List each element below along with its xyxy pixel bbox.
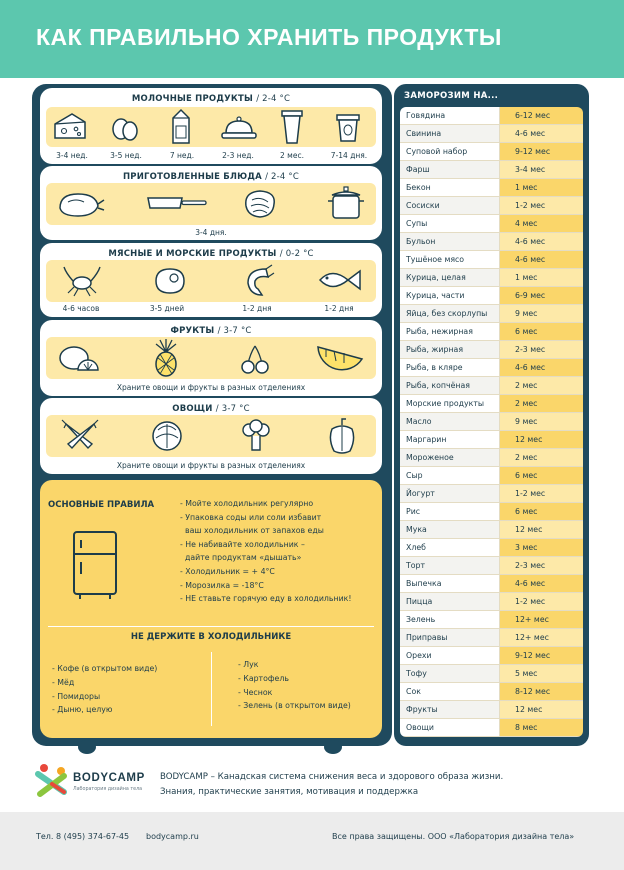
crayfish-icon <box>60 263 104 299</box>
rule-item: дайте продуктам «дышать» <box>185 553 302 563</box>
meat-caption: 1-2 дня <box>324 304 354 313</box>
freezer-row <box>400 179 583 197</box>
section-dairy <box>40 88 382 164</box>
freezer-product: Масло <box>400 413 500 430</box>
no-keep-item: - Зелень (в открытом виде) <box>238 701 351 711</box>
freezer-row <box>400 485 583 503</box>
freezer-row <box>400 503 583 521</box>
freezer-product: Торт <box>400 557 500 574</box>
freezer-duration: 4-6 мес <box>500 125 583 142</box>
freezer-product: Рыба, нежирная <box>400 323 500 340</box>
curd-cup-icon <box>333 111 363 145</box>
section-cooked <box>40 166 382 240</box>
freezer-duration: 6 мес <box>500 503 583 520</box>
freezer-product: Бекон <box>400 179 500 196</box>
no-keep-item: - Мёд <box>52 677 75 687</box>
freezer-duration: 1 мес <box>500 269 583 286</box>
freezer-product: Пицца <box>400 593 500 610</box>
rules-title: ОСНОВНЫЕ ПРАВИЛА <box>48 500 155 510</box>
brand-subtitle: Лаборатория дизайна тела <box>73 787 143 792</box>
section-vegetables <box>40 398 382 474</box>
dairy-caption: 3-4 нед. <box>56 151 88 160</box>
carrots-icon <box>60 418 100 454</box>
freezer-product: Маргарин <box>400 431 500 448</box>
pineapple-icon <box>150 338 182 378</box>
no-keep-item: - Дыню, целую <box>52 705 113 715</box>
freezer-row <box>400 161 583 179</box>
freezer-duration: 8-12 мес <box>500 683 583 700</box>
dairy-caption: 7 нед. <box>169 151 195 160</box>
freezer-row <box>400 233 583 251</box>
fridge-icon <box>70 530 120 602</box>
freezer-table <box>400 107 583 737</box>
freezer-product: Мука <box>400 521 500 538</box>
brand-name: BODYCAMP <box>73 772 145 784</box>
meat-caption: 1-2 дня <box>242 304 272 313</box>
section-dairy-icon-band <box>46 107 376 147</box>
freezer-row <box>400 593 583 611</box>
no-keep-item: - Картофель <box>238 673 289 683</box>
pepper-icon <box>326 417 358 455</box>
footer <box>0 812 624 870</box>
dairy-caption: 7-14 дня. <box>330 151 368 160</box>
freezer-product: Говядина <box>400 107 500 124</box>
lemon-icon <box>56 340 100 376</box>
rule-item: - Не набивайте холодильник – <box>180 539 305 549</box>
freezer-title: ЗАМОРОЗИМ НА... <box>404 91 499 101</box>
freezer-duration: 1-2 мес <box>500 593 583 610</box>
freezer-row <box>400 197 583 215</box>
freezer-product: Овощи <box>400 719 500 736</box>
fridge-leg-left <box>78 740 96 754</box>
freezer-duration: 1-2 мес <box>500 485 583 502</box>
freezer-product: Суповой набор <box>400 143 500 160</box>
dairy-caption: 2-3 нед. <box>222 151 254 160</box>
cherries-icon <box>238 342 272 376</box>
freezer-duration: 9-12 мес <box>500 647 583 664</box>
meat-caption: 3-5 дней <box>149 304 185 313</box>
footer-copyright: Все права защищены. ООО «Лаборатория дизайна тела» <box>332 832 575 841</box>
freezer-row <box>400 611 583 629</box>
roast-chicken-icon <box>54 186 106 222</box>
footer-site-link[interactable]: bodycamp.ru <box>146 832 199 841</box>
no-keep-right-list <box>238 658 351 713</box>
freezer-duration: 2 мес <box>500 449 583 466</box>
freezer-product: Сыр <box>400 467 500 484</box>
freezer-duration: 2-3 мес <box>500 341 583 358</box>
page-title: КАК ПРАВИЛЬНО ХРАНИТЬ ПРОДУКТЫ <box>36 24 502 50</box>
freezer-row <box>400 629 583 647</box>
section-fruit <box>40 320 382 396</box>
no-keep-left-list <box>52 662 157 717</box>
eggs-icon <box>110 114 140 142</box>
dairy-caption: 3-5 нед. <box>110 151 142 160</box>
freezer-duration: 2 мес <box>500 395 583 412</box>
freezer-duration: 2 мес <box>500 377 583 394</box>
rule-item: - Холодильник = + 4°C <box>180 566 275 576</box>
milk-carton-icon <box>168 108 194 146</box>
freezer-duration: 12 мес <box>500 431 583 448</box>
freezer-duration: 12+ мес <box>500 629 583 646</box>
freezer-row <box>400 341 583 359</box>
freezer-duration: 9 мес <box>500 305 583 322</box>
freezer-row <box>400 107 583 125</box>
freezer-product: Рис <box>400 503 500 520</box>
freezer-product: Свинина <box>400 125 500 142</box>
no-keep-item: - Помидоры <box>52 691 101 701</box>
freezer-product: Выпечка <box>400 575 500 592</box>
freezer-duration: 6-9 мес <box>500 287 583 304</box>
freezer-row <box>400 143 583 161</box>
freezer-row <box>400 449 583 467</box>
freezer-duration: 6 мес <box>500 467 583 484</box>
fridge-leg-right <box>324 740 342 754</box>
freezer-duration: 9 мес <box>500 413 583 430</box>
broccoli-icon <box>238 418 274 454</box>
freezer-product: Курица, части <box>400 287 500 304</box>
freezer-product: Сок <box>400 683 500 700</box>
freezer-row <box>400 125 583 143</box>
bodycamp-logo <box>34 762 70 798</box>
freezer-product: Супы <box>400 215 500 232</box>
section-vegetables-title: ОВОЩИ / 3-7 °C <box>172 404 250 414</box>
section-meat-seafood <box>40 243 382 317</box>
freezer-duration: 5 мес <box>500 665 583 682</box>
frying-pan-icon <box>144 192 208 214</box>
freezer-duration: 4-6 мес <box>500 359 583 376</box>
freezer-row <box>400 377 583 395</box>
freezer-duration: 3-4 мес <box>500 161 583 178</box>
freezer-product: Хлеб <box>400 539 500 556</box>
no-keep-item: - Чеснок <box>238 687 273 697</box>
meat-caption: 4-6 часов <box>62 304 100 313</box>
freezer-duration: 12 мес <box>500 701 583 718</box>
cooking-pot-icon <box>326 185 366 223</box>
cabbage-icon <box>148 418 186 454</box>
freezer-row <box>400 575 583 593</box>
freezer-product: Фарш <box>400 161 500 178</box>
freezer-duration: 12 мес <box>500 521 583 538</box>
watermelon-icon <box>314 341 366 375</box>
freezer-product: Йогурт <box>400 485 500 502</box>
rules-box <box>40 480 382 738</box>
freezer-duration: 2-3 мес <box>500 557 583 574</box>
freezer-row <box>400 701 583 719</box>
freezer-product: Зелень <box>400 611 500 628</box>
freezer-row <box>400 395 583 413</box>
freezer-product: Курица, целая <box>400 269 500 286</box>
freezer-row <box>400 431 583 449</box>
rule-item: - НЕ ставьте горячую еду в холодильник! <box>180 594 352 604</box>
freezer-product: Рыба, копчёная <box>400 377 500 394</box>
freezer-row <box>400 467 583 485</box>
section-fruit-title: ФРУКТЫ / 3-7 °C <box>170 326 252 336</box>
freezer-duration: 6 мес <box>500 323 583 340</box>
dairy-caption: 2 мес. <box>280 151 304 160</box>
steak-icon <box>152 265 188 297</box>
freezer-product: Морские продукты <box>400 395 500 412</box>
freezer-duration: 8 мес <box>500 719 583 736</box>
fruit-caption: Храните овощи и фрукты в разных отделениях <box>116 383 306 392</box>
rules-divider <box>48 626 374 627</box>
freezer-row <box>400 557 583 575</box>
freezer-product: Тофу <box>400 665 500 682</box>
freezer-duration: 6-12 мес <box>500 107 583 124</box>
fish-icon <box>316 265 364 295</box>
rule-item: ваш холодильник от запахов еды <box>185 526 324 536</box>
freezer-product: Рыба, жирная <box>400 341 500 358</box>
freezer-product: Фрукты <box>400 701 500 718</box>
rules-list <box>180 497 351 606</box>
brand-description <box>160 770 503 800</box>
freezer-product: Бульон <box>400 233 500 250</box>
no-keep-divider <box>211 652 212 726</box>
footer-phone: Тел. 8 (495) 374-67-45 <box>36 832 130 841</box>
freezer-product: Орехи <box>400 647 500 664</box>
no-keep-title: НЕ ДЕРЖИТЕ В ХОЛОДИЛЬНИКЕ <box>130 632 292 642</box>
cooked-caption: 3-4 дня. <box>195 228 227 237</box>
fish-steak-icon <box>240 186 280 222</box>
freezer-duration: 1-2 мес <box>500 197 583 214</box>
freezer-row <box>400 215 583 233</box>
freezer-duration: 3 мес <box>500 539 583 556</box>
freezer-row <box>400 269 583 287</box>
freezer-duration: 1 мес <box>500 179 583 196</box>
freezer-row <box>400 539 583 557</box>
rule-item: - Упаковка соды или соли избавит <box>180 512 322 522</box>
freezer-row <box>400 521 583 539</box>
freezer-duration: 4-6 мес <box>500 251 583 268</box>
freezer-row <box>400 287 583 305</box>
freezer-product: Мороженое <box>400 449 500 466</box>
freezer-row <box>400 359 583 377</box>
header-zigzag-edge <box>0 70 624 80</box>
shrimp-icon <box>242 263 276 299</box>
yogurt-cup-icon <box>278 108 306 146</box>
freezer-row <box>400 413 583 431</box>
freezer-row <box>400 683 583 701</box>
freezer-duration: 12+ мес <box>500 611 583 628</box>
freezer-product: Сосиски <box>400 197 500 214</box>
freezer-product: Яйца, без скорлупы <box>400 305 500 322</box>
freezer-product: Тушёное мясо <box>400 251 500 268</box>
rule-item: - Морозилка = -18°C <box>180 580 264 590</box>
section-cooked-title: ПРИГОТОВЛЕННЫЕ БЛЮДА / 2-4 °C <box>122 172 300 182</box>
no-keep-item: - Кофе (в открытом виде) <box>52 664 158 673</box>
freezer-row <box>400 647 583 665</box>
freezer-duration: 9-12 мес <box>500 143 583 160</box>
no-keep-item: - Лук <box>238 660 259 669</box>
brand-description-line: BODYCAMP – Канадская система снижения веса и здорового образа жизни. <box>160 772 504 782</box>
brand-description-line: Знания, практические занятия, мотивация и поддержка <box>160 787 419 797</box>
freezer-duration: 4 мес <box>500 215 583 232</box>
freezer-duration: 4-6 мес <box>500 575 583 592</box>
freezer-row <box>400 665 583 683</box>
section-dairy-title: МОЛОЧНЫЕ ПРОДУКТЫ / 2-4 °C <box>131 94 291 104</box>
rule-item: - Мойте холодильник регулярно <box>180 499 314 508</box>
freezer-row <box>400 719 583 737</box>
vegetables-caption: Храните овощи и фрукты в разных отделениях <box>116 461 306 470</box>
freezer-product: Рыба, в кляре <box>400 359 500 376</box>
freezer-duration: 4-6 мес <box>500 233 583 250</box>
cheese-icon <box>52 110 88 144</box>
freezer-row <box>400 305 583 323</box>
section-meat-title: МЯСНЫЕ И МОРСКИЕ ПРОДУКТЫ / 0-2 °C <box>108 249 314 259</box>
freezer-row <box>400 251 583 269</box>
butter-dish-icon <box>220 113 258 143</box>
freezer-row <box>400 323 583 341</box>
freezer-product: Приправы <box>400 629 500 646</box>
